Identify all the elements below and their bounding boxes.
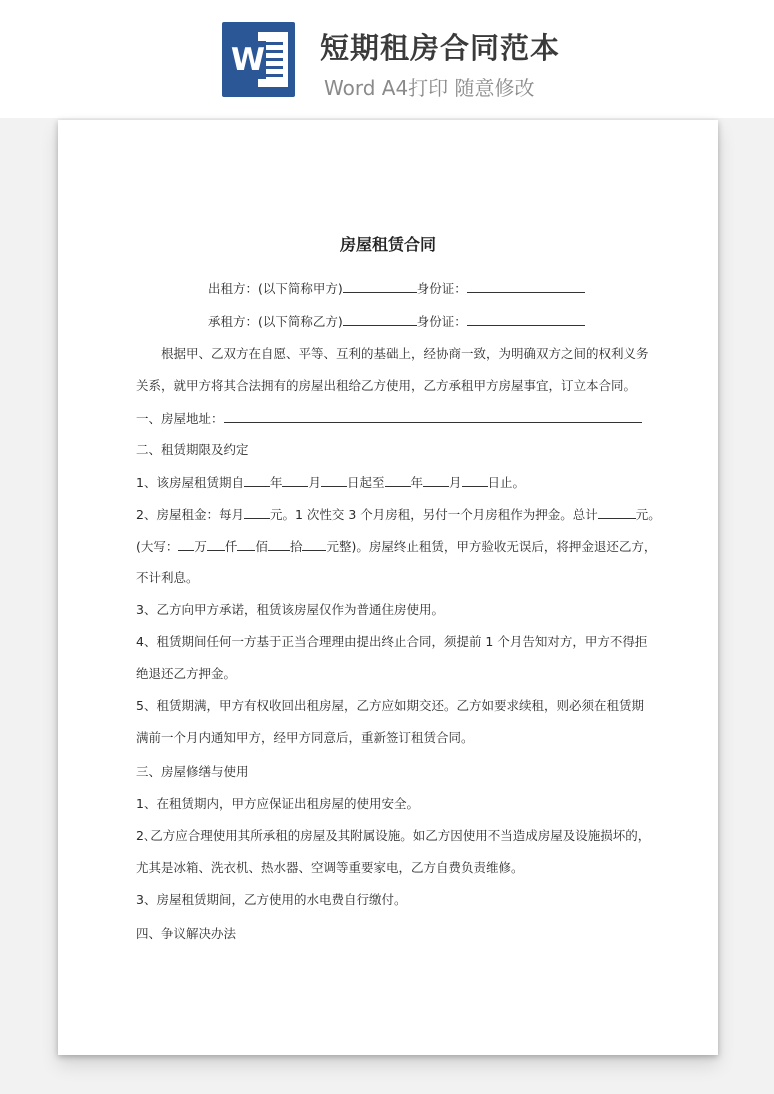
section-3-heading: 三、房屋修缮与使用 — [136, 764, 249, 779]
word-icon-letter: W — [230, 42, 266, 78]
document-title: 房屋租赁合同 — [339, 235, 436, 254]
address-line — [136, 410, 642, 427]
clause-rent-end: 不计利息。 — [136, 570, 199, 585]
end-day-blank[interactable] — [462, 474, 488, 487]
year-text: 年 — [269, 475, 283, 490]
yuan-blank[interactable] — [302, 538, 326, 551]
month-text: 月 — [449, 475, 462, 490]
clause-usage: 3、乙方向甲方承诺，租赁该房屋仅作为普通住房使用。 — [136, 602, 444, 617]
header-banner — [0, 0, 774, 118]
repair-clause-1: 1、在租赁期内，甲方应保证出租房屋的使用安全。 — [136, 796, 419, 811]
total-blank[interactable] — [598, 506, 636, 519]
clause-expiry-2: 满前一个月内通知甲方，经甲方同意后，重新签订租赁合同。 — [136, 730, 474, 745]
clause-rent — [136, 506, 661, 523]
unit-text: 拾 — [289, 539, 303, 554]
clause-termination-1: 4、租赁期间任何一方基于正当合理理由提出终止合同，须提前 1 个月告知对方，甲方不得拒 — [136, 634, 648, 649]
rent-text: 元。 — [635, 507, 661, 522]
start-year-blank[interactable] — [244, 474, 270, 487]
intro-line-1: 根据甲、乙双方在自愿、平等、互利的基础上，经协商一致，为明确双方之间的权利义务 — [161, 346, 649, 361]
month-text: 月 — [308, 475, 321, 490]
lessor-label: 出租方：(以下简称甲方) — [208, 281, 343, 296]
address-label: 一、房屋地址： — [136, 411, 224, 426]
clause-rent-uppercase — [136, 538, 656, 555]
end-month-blank[interactable] — [423, 474, 449, 487]
wan-blank[interactable] — [178, 538, 194, 551]
repair-clause-2a: 2､乙方应合理使用其所承租的房屋及其附属设施。如乙方因使用不当造成房屋及设施损坏的， — [136, 828, 651, 843]
monthly-rent-blank[interactable] — [244, 506, 270, 519]
clause-expiry-1: 5、租赁期满，甲方有权收回出租房屋，乙方应如期交还。乙方如要求续租，则必须在租赁期 — [136, 698, 644, 713]
repair-clause-2b: 尤其是冰箱、洗衣机、热水器、空调等重要家电，乙方自费负责维修。 — [136, 860, 524, 875]
section-4-heading: 四、争议解决办法 — [136, 926, 237, 941]
address-blank[interactable] — [224, 410, 642, 423]
lessor-name-blank[interactable] — [343, 280, 417, 293]
uppercase-text: (大写： — [136, 539, 179, 554]
document-page — [58, 120, 718, 1055]
start-day-blank[interactable] — [321, 474, 347, 487]
section-2-heading: 二、租赁期限及约定 — [136, 442, 249, 457]
rent-text: 2、房屋租金：每月 — [136, 507, 244, 522]
year-text: 年 — [410, 475, 424, 490]
page-title: 短期租房合同范本 — [320, 31, 561, 65]
lessee-id-blank[interactable] — [467, 313, 585, 326]
lessee-name-blank[interactable] — [343, 313, 417, 326]
unit-text: 万 — [194, 539, 207, 554]
shi-blank[interactable] — [268, 538, 290, 551]
unit-text: 佰 — [255, 539, 268, 554]
end-text: 日止。 — [487, 475, 526, 490]
clause-term — [136, 474, 525, 491]
end-year-blank[interactable] — [385, 474, 411, 487]
lessee-line — [208, 313, 585, 330]
lessee-id-label: 身份证： — [416, 314, 467, 329]
deposit-text: 元整)。房屋终止租赁，甲方验收无误后，将押金退还乙方， — [326, 539, 657, 554]
page-subtitle: Word A4打印 随意修改 — [324, 76, 535, 100]
bai-blank[interactable] — [237, 538, 255, 551]
rent-text: 元。1 次性交 3 个月房租，另付一个月房租作为押金。总计 — [269, 507, 598, 522]
repair-clause-3: 3、房屋租赁期间，乙方使用的水电费自行缴付。 — [136, 892, 407, 907]
intro-line-2: 关系，就甲方将其合法拥有的房屋出租给乙方使用，乙方承租甲方房屋事宜，订立本合同。 — [136, 378, 637, 393]
lessor-line — [208, 280, 585, 297]
start-month-blank[interactable] — [282, 474, 308, 487]
word-icon — [222, 22, 295, 97]
lessor-id-blank[interactable] — [467, 280, 585, 293]
lessor-id-label: 身份证： — [416, 281, 467, 296]
unit-text: 仟 — [224, 539, 238, 554]
clause-termination-2: 绝退还乙方押金。 — [136, 666, 237, 681]
qian-blank[interactable] — [207, 538, 225, 551]
until-text: 日起至 — [347, 475, 385, 490]
lessee-label: 承租方：(以下简称乙方) — [208, 314, 343, 329]
term-text: 1、该房屋租赁期自 — [136, 475, 244, 490]
